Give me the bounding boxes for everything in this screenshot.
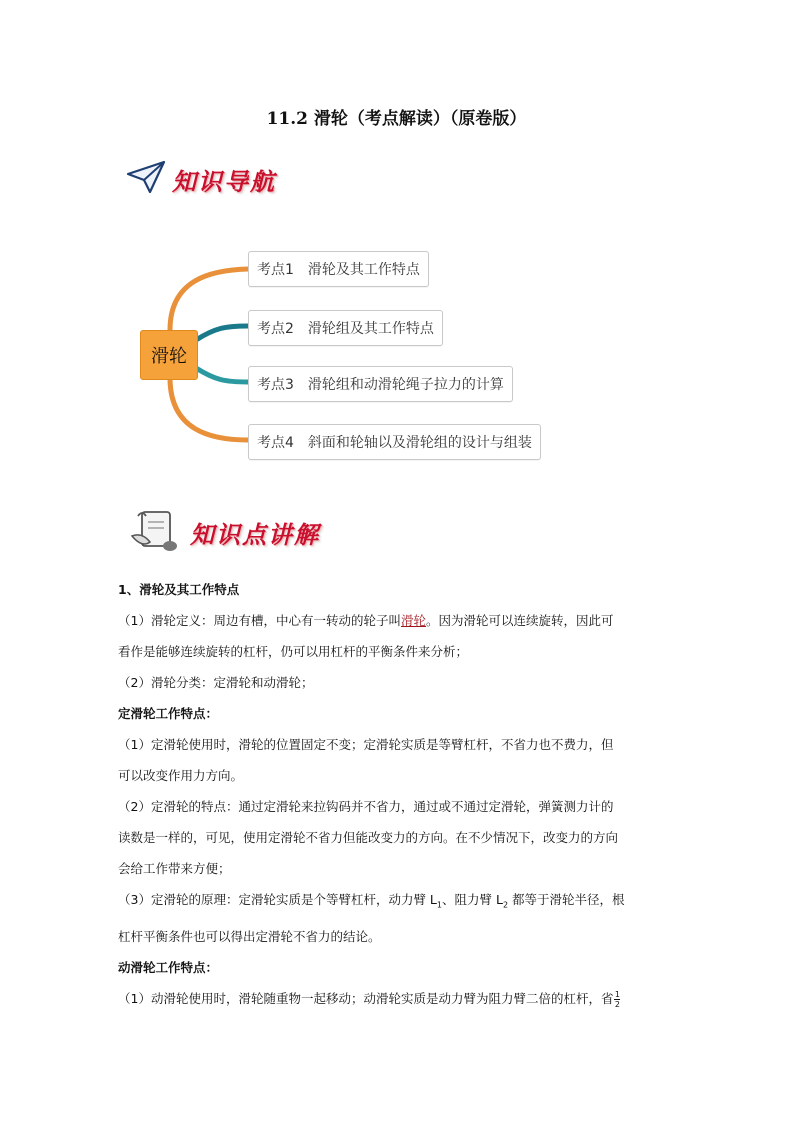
fraction <box>614 990 620 1009</box>
branch-number: 考点3 <box>257 377 294 393</box>
paper-plane-icon <box>126 160 166 198</box>
fraction-denominator: 2 <box>614 999 621 1009</box>
paragraph-line: （2）定滑轮的特点：通过定滑轮来拉钩码并不省力，通过或不通过定滑轮，弹簧测力计的 <box>118 799 614 814</box>
mindmap-branch-3 <box>248 366 513 402</box>
paragraph-line: 杠杆平衡条件也可以得出定滑轮不省力的结论。 <box>118 928 381 944</box>
fraction-numerator: 1 <box>614 989 621 999</box>
mindmap-branch-1 <box>248 251 429 287</box>
subscript: 1 <box>436 900 442 910</box>
mind-map <box>130 240 570 470</box>
subscript: 2 <box>502 900 509 910</box>
paragraph-classification: （2）滑轮分类：定滑轮和动滑轮； <box>118 675 314 690</box>
paragraph-line: 读数是一样的，可见，使用定滑轮不省力但能改变力的方向。在不少情况下，改变力的方向 <box>118 830 619 845</box>
paragraph-line: （1）定滑轮使用时，滑轮的位置固定不变；定滑轮实质是等臂杠杆，不省力也不费力，但 <box>118 737 614 752</box>
paragraph-movable <box>118 983 678 1014</box>
paragraph-principle <box>118 884 678 921</box>
branch-number: 考点4 <box>257 435 294 451</box>
knowledge-nav-label: 知识导航 <box>172 166 276 196</box>
mindmap-branch-4 <box>248 424 541 460</box>
text-run: 都等于滑轮半径，根 <box>508 892 625 907</box>
knowledge-nav-banner <box>126 160 276 198</box>
paragraph-line: 看作是能够连续旋转的杠杆，仍可以用杠杆的平衡条件来分析； <box>118 644 469 659</box>
page-title: 11.2 滑轮（考点解读）（原卷版） <box>266 109 527 129</box>
paragraph-line: 会给工作带来方便； <box>118 861 231 876</box>
branch-connector-4 <box>170 378 248 440</box>
branch-connector-1 <box>170 269 248 330</box>
subsection-heading: 动滑轮工作特点： <box>118 959 219 975</box>
branch-connector-2 <box>196 326 248 340</box>
branch-label: 滑轮组和动滑轮绳子拉力的计算 <box>307 377 504 393</box>
text-run: （1）滑轮定义：周边有槽，中心有一转动的轮子叫 <box>118 613 401 628</box>
text-run: 、阻力臂 L <box>442 892 503 907</box>
branch-number: 考点1 <box>257 262 294 278</box>
branch-label: 斜面和轮轴以及滑轮组的设计与组装 <box>307 435 532 451</box>
subsection-heading: 定滑轮工作特点： <box>118 706 219 721</box>
text-run: 。因为滑轮可以连续旋转，因此可 <box>425 613 614 628</box>
document-body <box>118 574 678 1014</box>
text-run: （3）定滑轮的原理：定滑轮实质是个等臂杠杆，动力臂 L <box>118 892 437 907</box>
branch-number: 考点2 <box>257 321 294 337</box>
branch-label: 滑轮组及其工作特点 <box>307 321 434 337</box>
knowledge-point-banner <box>128 506 320 558</box>
paragraph-line: 可以改变作用力方向。 <box>118 768 244 783</box>
paragraph-definition <box>118 605 678 636</box>
section-heading: 1、滑轮及其工作特点 <box>118 582 240 597</box>
branch-connector-3 <box>196 368 248 382</box>
scroll-quill-icon <box>128 506 182 558</box>
text-run: （1）动滑轮使用时，滑轮随重物一起移动；动滑轮实质是动力臂为阻力臂二倍的杠杆，省 <box>118 990 614 1006</box>
term-link[interactable]: 滑轮 <box>400 613 426 628</box>
knowledge-point-label: 知识点讲解 <box>190 519 320 549</box>
branch-label: 滑轮及其工作特点 <box>307 262 420 278</box>
mindmap-center-node: 滑轮 <box>140 330 198 380</box>
mindmap-branch-2 <box>248 310 443 346</box>
